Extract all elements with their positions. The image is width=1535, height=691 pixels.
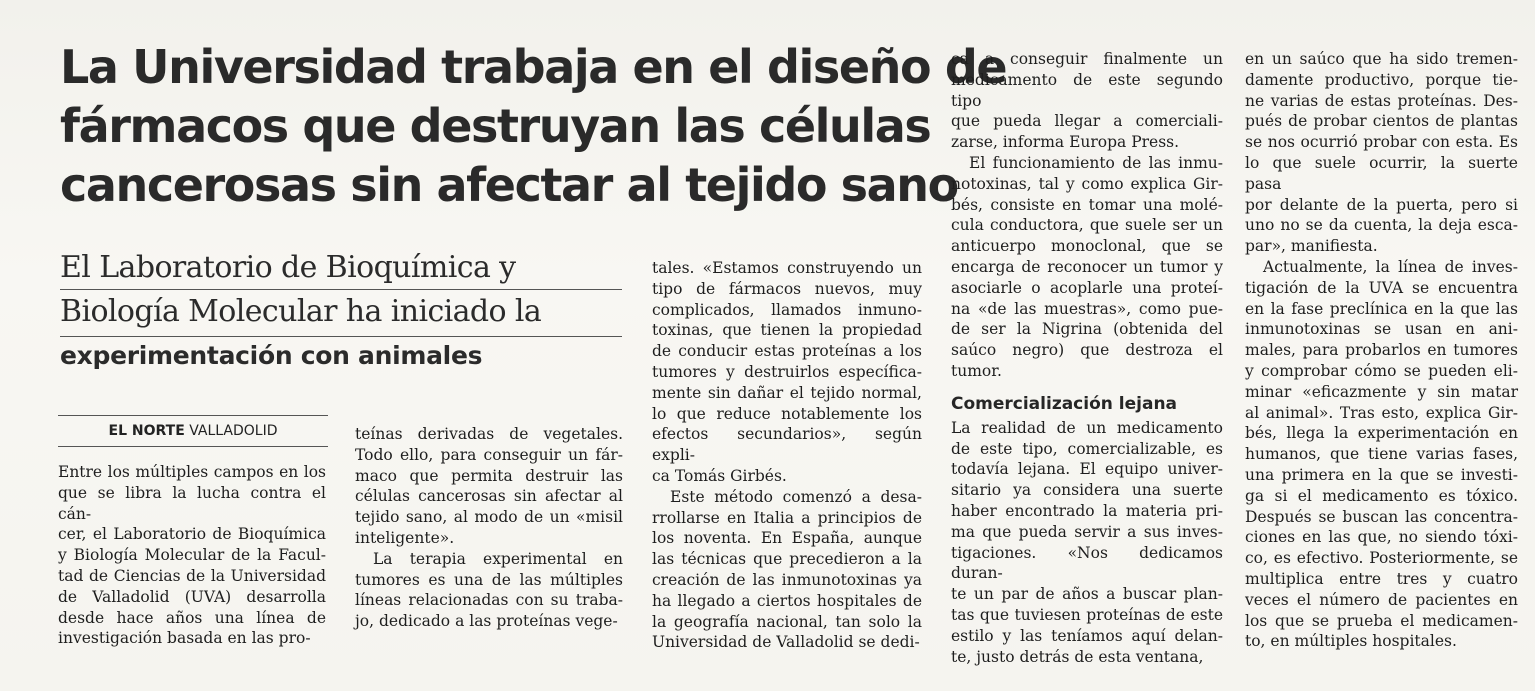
article-line: minar «eficazmente y sin matar (1245, 382, 1518, 401)
headline-line: La Universidad trabaja en el diseño de (60, 40, 1007, 94)
article-line: bés, consiste en tomar una molé- (951, 195, 1223, 214)
article-line: por delante de la puerta, pero si (1245, 195, 1518, 214)
headline (60, 38, 1007, 215)
article-line: na «de las muestras», como pue- (951, 299, 1223, 318)
article-column-3 (652, 258, 922, 653)
byline-location: VALLADOLID (189, 423, 278, 439)
article-line: los que se prueba el medicamen- (1245, 611, 1518, 630)
article-column-1 (58, 462, 326, 649)
headline-line: fármacos que destruyan las células (60, 99, 931, 153)
article-line: efectos secundarios», según expli- (652, 425, 922, 465)
article-line: anticuerpo monoclonal, que se (951, 237, 1223, 256)
byline-rule-top (58, 415, 328, 416)
article-line: maco que permita destruir las (355, 466, 623, 485)
article-line: que se libra la lucha contra el cán- (58, 483, 326, 523)
article-line: teínas derivadas de vegetales. (355, 425, 623, 443)
article-line: notoxinas, tal y como explica Gir- (951, 174, 1223, 193)
article-line: asociarle o acoplarle una proteí- (951, 278, 1223, 297)
article-line: células cancerosas sin afectar al (355, 487, 623, 506)
article-line: cer, el Laboratorio de Bioquímica (58, 525, 326, 544)
article-line: de conducir estas proteínas a los (652, 342, 922, 361)
article-line: ciones en las que, no siendo tóxi- (1245, 528, 1518, 547)
article-line: Todo ello, para conseguir un fár- (355, 445, 623, 464)
article-line: ca Tomás Girbés. (652, 466, 787, 485)
article-line: desde hace años una línea de (58, 608, 326, 627)
article-line: co, es efectivo. Posteriormente, se (1245, 549, 1518, 568)
subheadline (60, 246, 628, 378)
article-line: Este método comenzó a desa- (670, 487, 922, 506)
article-line: medicamento de este segundo tipo (951, 70, 1223, 110)
article-line: rrollarse en Italia a principios de (652, 508, 922, 527)
article-line: ma que pueda servir a sus inves- (951, 522, 1223, 541)
article-line: damente productivo, porque tie- (1245, 70, 1518, 89)
article-line: Universidad de Valladolid se dedi- (652, 633, 920, 652)
article-line: la geografía nacional, tan solo la (652, 612, 922, 631)
article-line: veces el número de pacientes en (1245, 590, 1518, 609)
headline-line: cancerosas sin afectar al tejido sano (60, 158, 958, 212)
article-line: to, en múltiples hospitales. (1245, 632, 1457, 651)
article-line: investigación basada en las pro- (58, 629, 311, 648)
article-line: lo que reduce notablemente los (652, 404, 922, 423)
article-line: los noventa. En España, aunque (652, 529, 922, 548)
article-line: Después se buscan las concentra- (1245, 507, 1518, 526)
byline-source: EL NORTE (108, 423, 185, 439)
article-line: ne varias de estas proteínas. Des- (1245, 91, 1518, 110)
article-line: en un saúco que ha sido tremen- (1245, 50, 1518, 68)
article-line: tad de Ciencias de la Universidad (58, 566, 326, 585)
article-line: zarse, informa Europa Press. (951, 133, 1180, 152)
article-line: de Valladolid (UVA) desarrolla (58, 587, 326, 606)
article-column-5 (1245, 49, 1518, 652)
article-line: tigación de la UVA se encuentra (1245, 278, 1518, 297)
article-line: tigaciones. «Nos dedicamos duran- (951, 543, 1223, 583)
article-line: líneas relacionadas con su traba- (355, 591, 623, 610)
article-line: Actualmente, la línea de inves- (1263, 257, 1518, 276)
article-line: uno no se da cuenta, la deja esca- (1245, 216, 1518, 235)
article-line: ga si el medicamento es tóxico. (1245, 486, 1518, 505)
article-line: tumores es una de las múltiples (355, 570, 623, 589)
article-line: tumor. (951, 361, 1002, 380)
article-line: inmunotoxinas se usan en ani- (1245, 320, 1518, 339)
article-line: tejido sano, al modo de un «misil (355, 508, 623, 527)
article-line: humanos, que tiene varias fases, (1245, 445, 1518, 464)
article-column-2 (355, 424, 623, 632)
article-line: jo, dedicado a las proteínas vege- (355, 612, 618, 631)
article-line: toxinas, que tienen la propiedad (652, 321, 922, 340)
article-line: en la fase preclínica en la que las (1245, 299, 1518, 318)
subheadline-line-1: El Laboratorio de Bioquímica y (60, 250, 516, 285)
article-line: ha llegado a ciertos hospitales de (652, 591, 922, 610)
article-line: las técnicas que precedieron a la (652, 550, 922, 569)
article-line: y Biología Molecular de la Facul- (58, 546, 326, 565)
article-line: tas que tuviesen proteínas de este (951, 605, 1223, 624)
article-line: una primera en la que se investi- (1245, 465, 1518, 484)
article-line: lo que suele ocurrir, la suerte pasa (1245, 153, 1518, 193)
article-line: La realidad de un medicamento (951, 418, 1223, 437)
article-line: sitario ya considera una suerte (951, 481, 1223, 500)
article-line: haber encontrado la materia pri- (951, 501, 1223, 520)
article-line: pués de probar cientos de plantas (1245, 112, 1518, 131)
article-line: multiplica entre tres y cuatro (1245, 569, 1518, 588)
article-line: se nos ocurrió probar con esta. Es (1245, 133, 1518, 152)
article-line: tumores y destruirlos específica- (652, 362, 922, 381)
article-line: La terapia experimental en (373, 549, 623, 568)
article-line: mente sin dañar el tejido normal, (652, 383, 922, 402)
article-line: Entre los múltiples campos en los (58, 463, 326, 481)
subheadline-divider (60, 289, 622, 290)
article-column-4 (951, 49, 1223, 667)
article-line: encarga de reconocer un tumor y (951, 257, 1223, 276)
section-heading: Comercialización lejana (951, 393, 1178, 414)
subheadline-line-3: experimentación con animales (60, 341, 483, 370)
article-line: par», manifiesta. (1245, 237, 1378, 256)
article-line: estilo y las teníamos aquí delan- (951, 626, 1223, 645)
article-line: bés, llega la experimentación en (1245, 424, 1518, 443)
article-line: y comprobar cómo se pueden eli- (1245, 361, 1518, 380)
article-line: cula conductora, que suele ser un (951, 216, 1223, 235)
article-line: ca a conseguir finalmente un (951, 50, 1223, 68)
article-line: complicados, llamados inmuno- (652, 300, 922, 319)
article-line: creación de las inmunotoxinas ya (652, 570, 922, 589)
article-line: todavía lejana. El equipo univer- (951, 460, 1223, 479)
article-line: te un par de años a buscar plan- (951, 585, 1223, 604)
article-line: tipo de fármacos nuevos, muy (652, 279, 922, 298)
article-line: inteligente». (355, 528, 455, 547)
article-line: El funcionamiento de las inmu- (969, 153, 1223, 172)
subheadline-divider (60, 336, 622, 337)
article-line: males, para probarlos en tumores (1245, 341, 1518, 360)
subheadline-line-2: Biología Molecular ha iniciado la (60, 294, 542, 329)
byline (58, 420, 328, 442)
article-line: te, justo detrás de esta ventana, (951, 647, 1204, 666)
article-line: de este tipo, comercializable, es (951, 439, 1223, 458)
byline-rule-bottom (58, 446, 328, 447)
article-line: saúco negro) que destroza el (951, 341, 1223, 360)
article-line: tales. «Estamos construyendo un (652, 259, 922, 277)
article-line: de ser la Nigrina (obtenida del (951, 320, 1223, 339)
article-line: al animal». Tras esto, explica Gir- (1245, 403, 1518, 422)
article-line: que pueda llegar a comerciali- (951, 112, 1223, 131)
